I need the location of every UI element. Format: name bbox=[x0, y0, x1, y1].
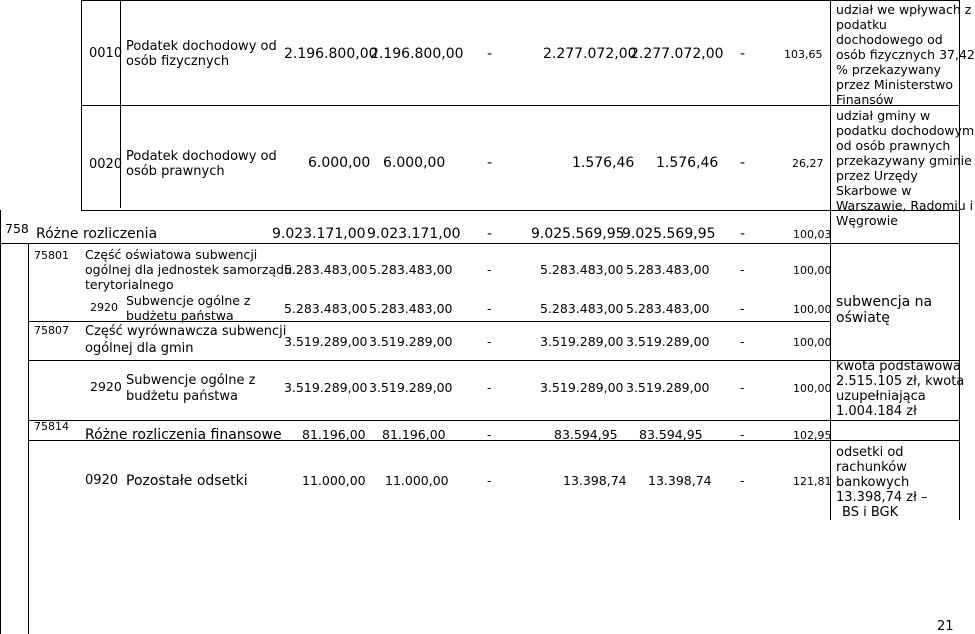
plan-value: 5.283.483,00 bbox=[284, 301, 368, 316]
paragraph-name-line1: Subwencje ogólne z bbox=[126, 293, 251, 308]
table-border-right bbox=[959, 0, 960, 520]
chapter-name: Różne rozliczenia finansowe bbox=[85, 427, 282, 443]
row-divider-2920b bbox=[28, 420, 960, 421]
exec-value: 9.025.569,95 bbox=[531, 226, 625, 242]
percent-value: 100,00 bbox=[793, 264, 832, 277]
exec-value: 3.519.289,00 bbox=[540, 380, 624, 395]
paragraph-name-line1: Subwencje ogólne z bbox=[126, 373, 256, 388]
row-divider-75807 bbox=[28, 360, 960, 361]
paragraph-code: 0010 bbox=[89, 46, 123, 61]
dash: - bbox=[740, 473, 745, 488]
plan-value: 11.000,00 bbox=[302, 473, 366, 488]
paragraph-name-line2: budżetu państwa bbox=[126, 308, 234, 323]
paragraph-code: 0920 bbox=[85, 473, 119, 488]
table-border-top bbox=[81, 0, 960, 1]
plan-after-value: 5.283.483,00 bbox=[369, 262, 453, 277]
paragraph-name-line2: osób fizycznych bbox=[126, 54, 230, 69]
row-divider-0010 bbox=[81, 105, 960, 106]
col-divider-section bbox=[28, 243, 29, 634]
paragraph-name-line2: budżetu państwa bbox=[126, 389, 238, 404]
note-line: oświatę bbox=[836, 310, 890, 326]
plan-value: 2.196.800,00 bbox=[284, 46, 378, 62]
dash: - bbox=[487, 262, 492, 277]
percent-value: 100,00 bbox=[793, 382, 832, 395]
dash: - bbox=[740, 334, 745, 349]
dash: - bbox=[740, 46, 746, 62]
note-line: subwencja na bbox=[836, 294, 933, 310]
dash: - bbox=[740, 226, 746, 242]
paragraph-code: 2920 bbox=[90, 379, 122, 394]
plan-value: 3.519.289,00 bbox=[284, 380, 368, 395]
table-border-left bbox=[0, 210, 1, 634]
exec-after-value: 2.277.072,00 bbox=[630, 46, 724, 62]
exec-value: 13.398,74 bbox=[563, 473, 627, 488]
note-line: udział we wpływach z bbox=[836, 2, 972, 17]
note-line: kwota podstawowa bbox=[836, 359, 961, 374]
exec-value: 3.519.289,00 bbox=[540, 334, 624, 349]
exec-value: 5.283.483,00 bbox=[540, 301, 624, 316]
dash: - bbox=[740, 155, 746, 171]
percent-value: 121,81 bbox=[793, 475, 832, 488]
dash: - bbox=[487, 155, 493, 171]
chapter-code: 75807 bbox=[34, 324, 69, 337]
paragraph-name: Pozostałe odsetki bbox=[126, 473, 248, 489]
plan-after-value: 9.023.171,00 bbox=[367, 226, 461, 242]
exec-after-value: 3.519.289,00 bbox=[626, 380, 710, 395]
chapter-name-line1: Część wyrównawcza subwencji bbox=[85, 324, 287, 339]
plan-after-value: 2.196.800,00 bbox=[370, 46, 464, 62]
exec-after-value: 3.519.289,00 bbox=[626, 334, 710, 349]
paragraph-name-line1: Podatek dochodowy od bbox=[126, 39, 277, 54]
exec-after-value: 83.594,95 bbox=[639, 427, 703, 442]
division-code: 758 bbox=[5, 221, 29, 236]
percent-value: 100,00 bbox=[793, 303, 832, 316]
dash: - bbox=[740, 427, 745, 442]
note-line: podatku bbox=[836, 17, 887, 32]
percent-value: 103,65 bbox=[784, 48, 823, 61]
note-line: osób fizycznych 37,42 bbox=[836, 47, 975, 62]
note-line: Skarbowe w bbox=[836, 183, 912, 198]
chapter-code: 75814 bbox=[34, 420, 69, 433]
dash: - bbox=[487, 380, 492, 395]
col-divider-pct bbox=[830, 0, 831, 520]
plan-after-value: 3.519.289,00 bbox=[369, 334, 453, 349]
plan-value: 5.283.483,00 bbox=[284, 262, 368, 277]
note-line: 2.515.105 zł, kwota bbox=[836, 374, 965, 389]
percent-value: 26,27 bbox=[792, 157, 824, 170]
paragraph-name-line1: Podatek dochodowy od bbox=[126, 149, 277, 164]
note-line: 13.398,74 zł – bbox=[836, 490, 928, 505]
note-line: dochodowego od bbox=[836, 32, 943, 47]
exec-after-value: 5.283.483,00 bbox=[626, 262, 710, 277]
exec-after-value: 1.576,46 bbox=[656, 155, 719, 171]
dash: - bbox=[740, 262, 745, 277]
exec-after-value: 9.025.569,95 bbox=[622, 226, 716, 242]
plan-after-value: 6.000,00 bbox=[383, 155, 446, 171]
paragraph-name-line2: osób prawnych bbox=[126, 164, 225, 179]
plan-value: 6.000,00 bbox=[308, 155, 371, 171]
note-line: od osób prawnych bbox=[836, 138, 951, 153]
dash: - bbox=[487, 46, 493, 62]
note-line: BS i BGK bbox=[842, 505, 899, 520]
plan-after-value: 5.283.483,00 bbox=[369, 301, 453, 316]
note-line: odsetki od bbox=[836, 445, 904, 460]
note-line: Węgrowie bbox=[836, 213, 898, 228]
paragraph-code: 0020 bbox=[89, 157, 123, 172]
dash: - bbox=[740, 380, 745, 395]
note-line: przez Ministerstwo bbox=[836, 77, 954, 92]
exec-value: 83.594,95 bbox=[554, 427, 618, 442]
page-number: 21 bbox=[937, 619, 954, 634]
percent-value: 100,03 bbox=[793, 228, 832, 241]
division-name: Różne rozliczenia bbox=[36, 226, 158, 242]
note-line: Finansów bbox=[836, 92, 894, 107]
exec-value: 5.283.483,00 bbox=[540, 262, 624, 277]
dash: - bbox=[487, 473, 492, 488]
plan-after-value: 11.000,00 bbox=[385, 473, 449, 488]
exec-after-value: 5.283.483,00 bbox=[626, 301, 710, 316]
chapter-name-line3: terytorialnego bbox=[85, 277, 174, 292]
chapter-name-line2: ogólnej dla gmin bbox=[85, 341, 194, 356]
exec-value: 1.576,46 bbox=[572, 155, 635, 171]
plan-after-value: 3.519.289,00 bbox=[369, 380, 453, 395]
dash: - bbox=[487, 226, 493, 242]
note-line: Warszawie, Radomiu i bbox=[836, 198, 974, 213]
dash: - bbox=[487, 301, 492, 316]
chapter-name-line1: Część oświatowa subwencji bbox=[85, 247, 258, 262]
note-line: uzupełniająca bbox=[836, 389, 926, 404]
paragraph-code: 2920 bbox=[90, 301, 118, 314]
row-divider-758 bbox=[0, 243, 960, 244]
plan-value: 3.519.289,00 bbox=[284, 334, 368, 349]
percent-value: 102,95 bbox=[793, 429, 832, 442]
note-line: przez Urzędy bbox=[836, 168, 918, 183]
percent-value: 100,00 bbox=[793, 336, 832, 349]
note-line: podatku dochodowym bbox=[836, 123, 975, 138]
dash: - bbox=[740, 301, 745, 316]
note-line: bankowych bbox=[836, 475, 910, 490]
exec-after-value: 13.398,74 bbox=[648, 473, 712, 488]
note-line: rachunków bbox=[836, 460, 907, 475]
dash: - bbox=[487, 427, 492, 442]
col-divider-code bbox=[120, 0, 121, 208]
dash: - bbox=[487, 334, 492, 349]
chapter-name-line2: ogólnej dla jednostek samorządu bbox=[85, 262, 293, 277]
exec-value: 2.277.072,00 bbox=[543, 46, 637, 62]
plan-value: 9.023.171,00 bbox=[272, 226, 366, 242]
note-line: przekazywany gminie bbox=[836, 153, 972, 168]
row-divider-0020 bbox=[81, 210, 960, 211]
plan-after-value: 81.196,00 bbox=[382, 427, 446, 442]
note-line: udział gminy w bbox=[836, 108, 931, 123]
plan-value: 81.196,00 bbox=[302, 427, 366, 442]
chapter-code: 75801 bbox=[34, 249, 69, 262]
note-line: 1.004.184 zł bbox=[836, 404, 917, 419]
note-line: % przekazywany bbox=[836, 62, 942, 77]
